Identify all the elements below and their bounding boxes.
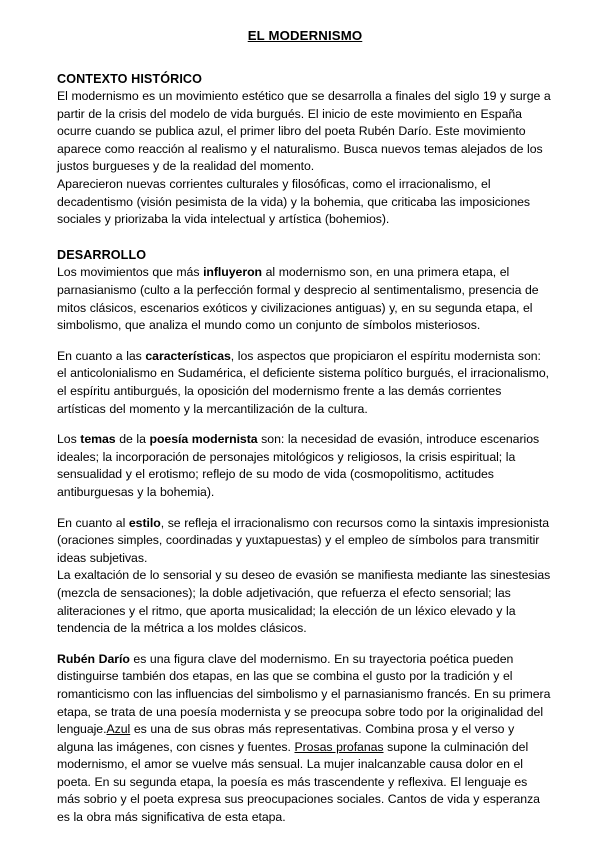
paragraph xyxy=(57,567,553,637)
bold-term: poesía modernista xyxy=(149,432,258,447)
text-run: , se refleja el irracionalismo con recursos como la sintaxis impresionista (oraciones simples, coordinadas y yuxtapuestas) y el empleo de símbolos para transmitir ideas subjetivas. xyxy=(57,515,550,565)
document-sections xyxy=(57,71,553,827)
work-title: Prosas profanas xyxy=(294,739,384,754)
bold-term: estilo xyxy=(128,515,161,530)
paragraph xyxy=(57,348,553,418)
text-run: La exaltación de lo sensorial y su deseo de evasión se manifiesta mediante las sinestesias (mezcla de sensaciones); la doble adjetivación, que refuerza el efecto sensorial; las aliteraciones y el ritmo, que aporta musicalidad; la elección de un léxico elevado y la tendencia de la métrica a los moldes clásicos. xyxy=(57,568,551,636)
paragraph xyxy=(57,88,553,176)
text-run: es una figura clave del modernismo. En su trayectoria poética pueden distinguirse también dos etapas, en las que se combina el gusto por la tradición y el romanticismo con las influencias del simbolismo y el parnasianismo francés. En su primera etapa, se trata de una poesía modernista y se preocupa sobre todo por la originalidad del lenguaje. xyxy=(57,651,551,737)
text-run: Los movimientos que más xyxy=(57,265,204,280)
paragraph xyxy=(57,431,553,501)
text-run: El modernismo es un movimiento estético que se desarrolla a finales del siglo 19 y surge a partir de la crisis del modelo de vida burgués. El inicio de este movimiento en España ocurre cuando se publica azul, el primer libro del poeta Rubén Darío. Este movimiento aparece como reacción al realismo y el naturalismo. Busca nuevos temas alejados de los justos burgueses y de la realidad del momento. xyxy=(57,89,551,174)
paragraph xyxy=(57,651,553,827)
bold-term: influyeron xyxy=(203,265,262,280)
paragraph xyxy=(57,264,553,334)
text-run: supone la culminación del modernismo, el amor se vuelve más sensual. La mujer inalcanzable causa dolor en el poeta. En su segunda etapa, la poesía es más trascendente y reflexiva. El lenguaje es más sobrio y el poeta expresa sus preocupaciones sociales. Cantos de vida y esperanza es la obra más significativa de esta etapa. xyxy=(57,739,540,825)
text-run: son: la necesidad de evasión, introduce escenarios ideales; la incorporación de personajes mitológicos y religiosos, la crisis espiritual; la sensualidad y el erotismo; reflejo de su modo de vida (cosmopolitismo, actitudes antiburguesas y la bohemia). xyxy=(57,432,540,499)
document-section xyxy=(57,71,553,229)
text-run: al modernismo son, en una primera etapa, el parnasianismo (culto a la perfección formal y desprecio al sentimentalismo, presencia de mitos clásicos, escenarios exóticos y civilizaciones antiguas) y, en su segunda etapa, el simbolismo, que analiza el mundo como un conjunto de símbolos misteriosos. xyxy=(57,265,539,333)
text-run: de la xyxy=(115,432,150,447)
text-run: En cuanto a las xyxy=(57,348,146,363)
text-run: En cuanto al xyxy=(57,515,129,530)
bold-term: Rubén Darío xyxy=(57,651,130,666)
document-section xyxy=(57,247,553,827)
section-heading: DESARROLLO xyxy=(57,247,147,262)
paragraph xyxy=(57,515,553,568)
text-run: Los xyxy=(57,432,81,447)
text-run: , los aspectos que propiciaron el espíritu modernista son: el anticolonialismo en Sudamérica, el deficiente sistema político burgués, el irracionalismo, el espíritu antiburgués, la oposición del modernismo frente a las demás corrientes artísticas del momento y la mercantilización de la cultura. xyxy=(57,348,550,416)
bold-term: temas xyxy=(80,432,116,447)
text-run: Aparecieron nuevas corrientes culturales y filosóficas, como el irracionalismo, el decadentismo (visión pesimista de la vida) y la bohemia, que criticaba las imposiciones sociales y priorizaba la vida intelectual y artística (bohemios). xyxy=(57,177,530,227)
paragraph xyxy=(57,176,553,229)
text-run: es una de sus obras más representativas. Combina prosa y el verso y alguna las imágenes, con cisnes y fuentes. xyxy=(57,722,515,754)
section-heading: CONTEXTO HISTÓRICO xyxy=(57,71,203,86)
document-body xyxy=(57,28,553,827)
work-title: Azul xyxy=(106,722,131,737)
page-title: EL MODERNISMO xyxy=(247,28,363,43)
bold-term: características xyxy=(145,348,231,363)
